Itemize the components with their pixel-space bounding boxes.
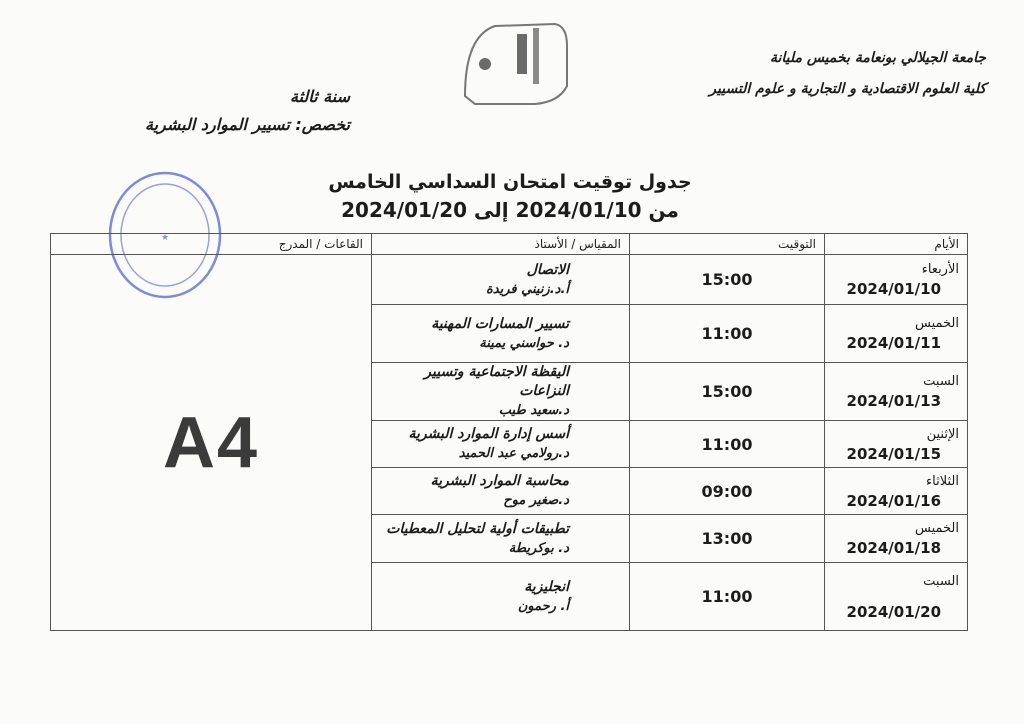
day-date: 2024/01/15 — [846, 444, 941, 463]
module-cell — [372, 363, 630, 421]
professor-name: أ.د.زنيني فريدة — [485, 281, 569, 297]
time-cell: 15:00 — [630, 255, 825, 305]
year-label: سنة ثالثة — [290, 87, 350, 106]
professor-name: أ. رحمون — [517, 598, 569, 614]
university-header — [566, 48, 986, 110]
exam-schedule-table — [50, 233, 968, 631]
module-name: الاتصال — [526, 261, 569, 278]
time-cell: 11:00 — [630, 421, 825, 468]
module-name: اليقظة الاجتماعية وتسيير النزاعات — [424, 364, 569, 399]
time-cell: 13:00 — [630, 515, 825, 563]
module-cell — [372, 305, 630, 363]
day-name: السبت — [923, 573, 959, 589]
day-date: 2024/01/11 — [846, 334, 941, 352]
time-cell: 09:00 — [630, 468, 825, 515]
module-cell — [372, 468, 630, 515]
day-cell — [825, 421, 968, 468]
title-date-range: من 2024/01/10 إلى 2024/01/20 — [341, 198, 679, 222]
room-cell: A4 — [51, 255, 372, 631]
day-cell — [825, 515, 968, 563]
university-name: جامعة الجيلالي بونعامة بخميس مليانة — [769, 50, 986, 66]
professor-name: د.صغير موح — [503, 493, 569, 508]
module-name: انجليزية — [524, 578, 569, 595]
program-info — [60, 86, 350, 136]
time-cell: 11:00 — [630, 563, 825, 631]
day-cell — [825, 363, 968, 421]
header-room: القاعات / المدرج — [51, 234, 372, 255]
day-cell — [825, 563, 968, 631]
svg-text:★: ★ — [160, 233, 170, 243]
day-name: الخميس — [915, 316, 959, 331]
header-days: الأيام — [825, 234, 968, 255]
day-name: الخميس — [915, 521, 959, 536]
day-cell — [825, 305, 968, 363]
day-name: الإثنين — [926, 426, 959, 442]
header-time: التوقيت — [630, 234, 825, 255]
day-cell — [825, 255, 968, 305]
time-cell: 15:00 — [630, 363, 825, 421]
table-row — [51, 255, 968, 305]
day-cell — [825, 468, 968, 515]
professor-name: د. بوكريطة — [508, 540, 569, 556]
page-title — [300, 168, 720, 224]
day-date: 2024/01/16 — [846, 491, 941, 510]
professor-name: د.سعيد طيب — [498, 403, 569, 418]
module-cell — [372, 515, 630, 563]
day-name: السبت — [923, 374, 959, 389]
header-module: المقياس / الأستاذ — [372, 234, 630, 255]
module-cell — [372, 563, 630, 631]
day-name: الثلاثاء — [926, 473, 959, 489]
day-date: 2024/01/18 — [846, 539, 941, 557]
day-date: 2024/01/20 — [846, 602, 941, 621]
day-date: 2024/01/13 — [846, 392, 941, 410]
table-header-row — [51, 234, 968, 255]
professor-name: د. حواسني يمينة — [479, 335, 569, 351]
day-date: 2024/01/10 — [846, 280, 941, 298]
speciality-label: تخصص: تسيير الموارد البشرية — [145, 115, 350, 134]
faculty-name: كلية العلوم الاقتصادية و التجارية و علوم التسيير — [709, 81, 986, 97]
module-cell — [372, 421, 630, 468]
professor-name: د.رولامي عبد الحميد — [458, 446, 569, 461]
module-cell — [372, 255, 630, 305]
module-name: تطبيقات أولية لتحليل المعطيات — [386, 520, 569, 537]
module-name: أسس إدارة الموارد البشرية — [408, 426, 569, 442]
university-logo — [455, 16, 575, 108]
time-cell: 11:00 — [630, 305, 825, 363]
module-name: محاسبة الموارد البشرية — [430, 473, 569, 489]
day-name: الأربعاء — [921, 262, 959, 277]
title-line-1: جدول توقيت امتحان السداسي الخامس — [328, 171, 692, 193]
module-name: تسيير المسارات المهنية — [431, 315, 569, 332]
